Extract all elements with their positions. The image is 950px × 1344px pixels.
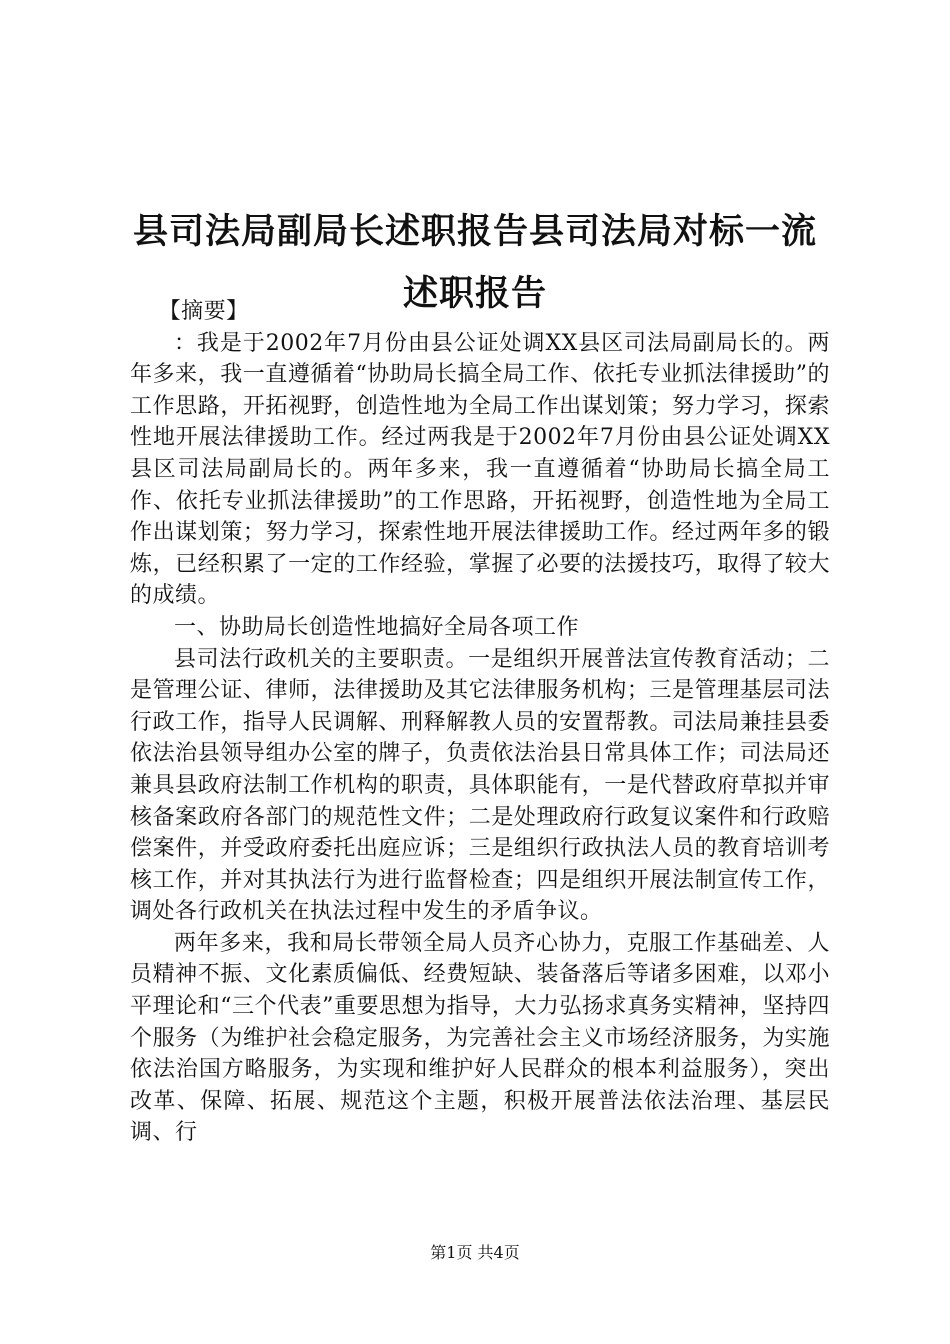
abstract-label: 【摘要】 [158, 299, 249, 324]
paragraph-abstract: ：我是于2002年7月份由县公证处调XX县区司法局副局长的。两年多来，我一直遵循着“协助局长搞全局工作、依托专业抓法律援助”的工作思路，开拓视野，创造性地为全局工作出谋划策；努力学习，探索性地开展法律援助工作。经过两我是于2002年7月份由县公证处调XX县区司法局副局长的。两年多来，我一直遵循着“协助局长搞全局工作、依托专业抓法律援助”的工作思路，开拓视野，创造性地为全局工作出谋划策；努力学习，探索性地开展法律援助工作。经过两年多的锻炼，已经积累了一定的工作经验，掌握了必要的法援技巧，取得了较大的成绩。 [130, 330, 830, 609]
page-footer: 第1页 共4页 [430, 1243, 520, 1262]
document-body [130, 296, 830, 1149]
section-heading: 一、协助局长创造性地搞好全局各项工作 [174, 614, 580, 640]
paragraph-duties: 县司法行政机关的主要职责。一是组织开展普法宣传教育活动；二是管理公证、律师，法律援助及其它法律服务机构；三是管理基层司法行政工作，指导人民调解、刑释解教人员的安置帮教。司法局兼挂县委依法治县领导组办公室的牌子，负责依法治县日常具体工作；司法局还兼具县政府法制工作机构的职责，具体职能有，一是代替政府草拟并审核备案政府各部门的规范性文件；二是处理政府行政复议案件和行政赔偿案件，并受政府委托出庭应诉；三是组织行政执法人员的教育培训考核工作，并对其执法行为进行监督检查；四是组织开展法制宣传工作，调处各行政机关在执法过程中发生的矛盾争议。 [130, 646, 830, 925]
document-title: 县司法局副局长述职报告县司法局对标一流述职报告 [132, 212, 817, 315]
paragraph-work: 两年多来，我和局长带领全局人员齐心协力，克服工作基础差、人员精神不振、文化素质偏低、经费短缺、装备落后等诸多困难，以邓小平理论和“三个代表”重要思想为指导，大力弘扬求真务实精神，坚持四个服务（为维护社会稳定服务，为完善社会主义市场经济服务，为实施依法治国方略服务，为实现和维护好人民群众的根本利益服务），突出改革、保障、拓展、规范这个主题，积极开展普法依法治理、基层民调、行 [130, 930, 830, 1146]
